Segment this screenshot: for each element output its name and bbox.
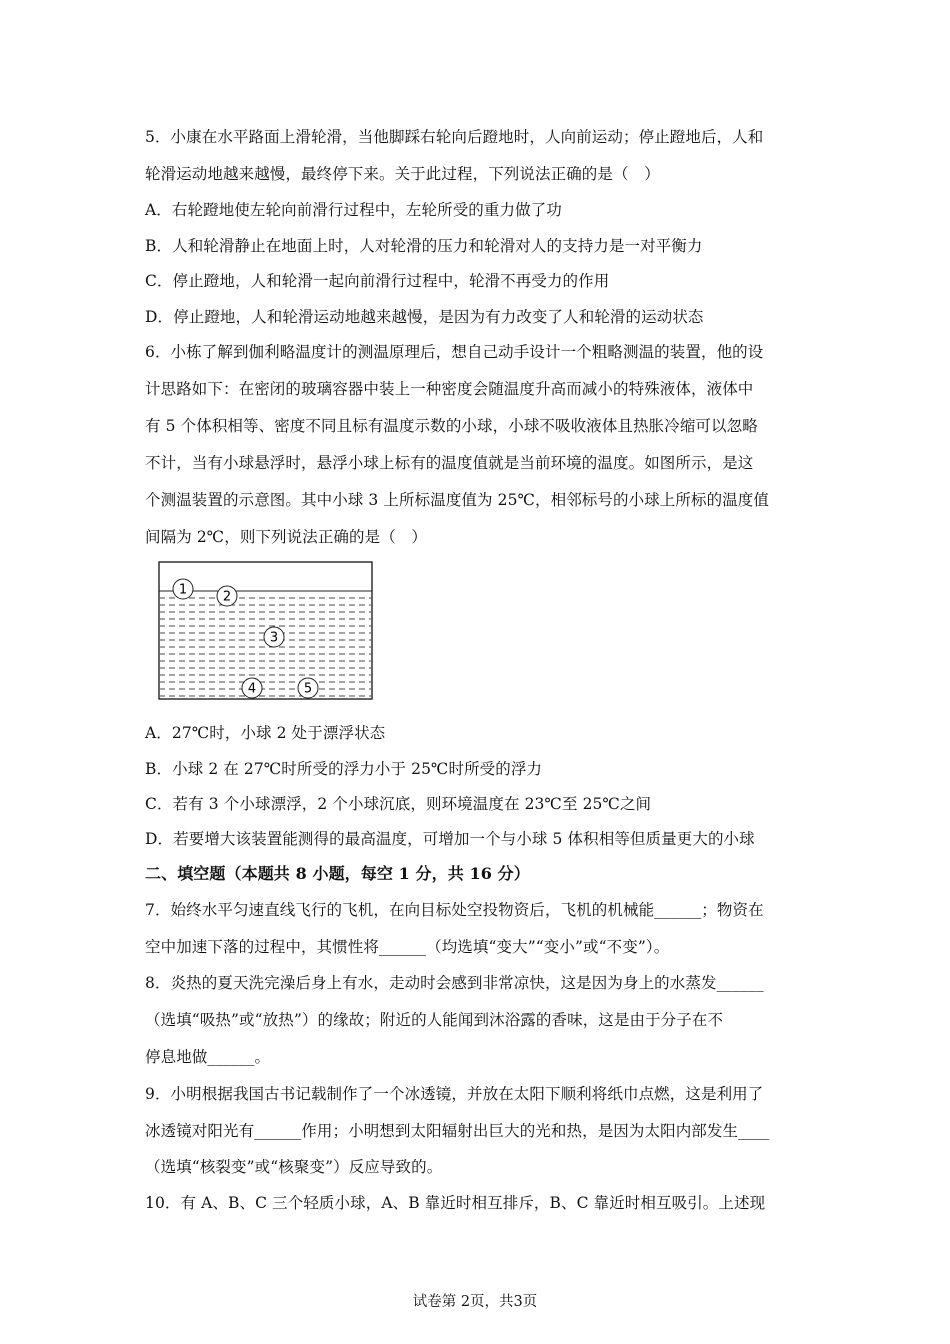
q6-line-4: 不计，当有小球悬浮时，悬浮小球上标有的温度值就是当前环境的温度。如图所示，是这 [145, 454, 754, 472]
liquid [160, 589, 371, 698]
q8-line-3: 停息地做______。 [145, 1048, 271, 1066]
q6-line-2: 计思路如下：在密闭的玻璃容器中装上一种密度会随温度升高而减小的特殊液体，液体中 [145, 380, 754, 398]
thermometer-container-figure [158, 560, 376, 702]
ball-5 [298, 678, 318, 698]
q6-line-5: 个测温装置的示意图。其中小球 3 上所标温度值为 25℃，相邻标号的小球上所标的温度值 [145, 491, 770, 509]
q6-option-d: D．若要增大该装置能测得的最高温度，可增加一个与小球 5 体积相等但质量更大的小球 [145, 830, 755, 848]
q5-option-a: A．右轮蹬地使左轮向前滑行过程中，左轮所受的重力做了功 [145, 201, 562, 219]
svg-text:2: 2 [222, 589, 232, 605]
q6-line-3: 有 5 个体积相等、密度不同且标有温度示数的小球，小球不吸收液体且热胀冷缩可以忽略 [145, 417, 758, 435]
q6-option-c: C．若有 3 个小球漂浮，2 个小球沉底，则环境温度在 23℃至 25℃之间 [145, 795, 652, 813]
q5-option-d: D．停止蹬地，人和轮滑运动地越来越慢，是因为有力改变了人和轮滑的运动状态 [145, 308, 704, 326]
ball-2 [217, 586, 237, 606]
q9-line-1: 9．小明根据我国古书记载制作了一个冰透镜，并放在太阳下顺利将纸巾点燃，这是利用了 [145, 1085, 764, 1103]
q5-option-c: C．停止蹬地，人和轮滑一起向前滑行过程中，轮滑不再受力的作用 [145, 272, 610, 290]
svg-text:3: 3 [269, 630, 279, 646]
q10-line-1: 10．有 A、B、C 三个轻质小球，A、B 靠近时相互排斥，B、C 靠近时相互吸引。上述现 [145, 1194, 766, 1212]
q6-option-b: B．小球 2 在 27℃时所受的浮力小于 25℃时所受的浮力 [145, 760, 543, 778]
ball-3 [264, 627, 284, 647]
ball-4 [242, 678, 262, 698]
q7-line-2: 空中加速下落的过程中，其惯性将______（均选填“变大”“变小”或“不变”）。 [145, 938, 670, 956]
svg-text:1: 1 [178, 582, 188, 598]
q8-line-2: （选填“吸热”或“放热”）的缘故；附近的人能闻到沐浴露的香味，这是由于分子在不 [145, 1011, 724, 1029]
q6-option-a: A．27℃时，小球 2 处于漂浮状态 [145, 724, 386, 742]
q5-option-b: B．人和轮滑静止在地面上时，人对轮滑的压力和轮滑对人的支持力是一对平衡力 [145, 237, 703, 255]
section-title-fill-in: 二、填空题（本题共 8 小题，每空 1 分，共 16 分） [145, 864, 530, 883]
q9-line-2: 冰透镜对阳光有______作用；小明想到太阳辐射出巨大的光和热，是因为太阳内部发生____ [145, 1122, 770, 1140]
q6-line-6: 间隔为 2℃，则下列说法正确的是（ ） [145, 528, 428, 546]
svg-text:5: 5 [303, 681, 313, 697]
q5-line-1: 5．小康在水平路面上滑轮滑，当他脚踩右轮向后蹬地时，人向前运动；停止蹬地后，人和 [145, 128, 764, 146]
q9-line-3: （选填“核裂变”或“核聚变”）反应导致的。 [145, 1158, 443, 1176]
q5-line-2: 轮滑运动地越来越慢，最终停下来。关于此过程，下列说法正确的是（ ） [145, 165, 660, 183]
q7-line-1: 7．始终水平匀速直线飞行的飞机，在向目标处空投物资后，飞机的机械能______；物资在 [145, 901, 764, 919]
ball-1 [173, 579, 193, 599]
q6-line-1: 6．小栋了解到伽利略温度计的测温原理后，想自己动手设计一个粗略测温的装置，他的设 [145, 343, 764, 361]
page-footer: 试卷第 2页，共3页 [412, 1294, 538, 1310]
svg-text:4: 4 [247, 681, 257, 697]
q8-line-1: 8．炎热的夏天洗完澡后身上有水，走动时会感到非常凉快，这是因为身上的水蒸发______ [145, 974, 764, 992]
